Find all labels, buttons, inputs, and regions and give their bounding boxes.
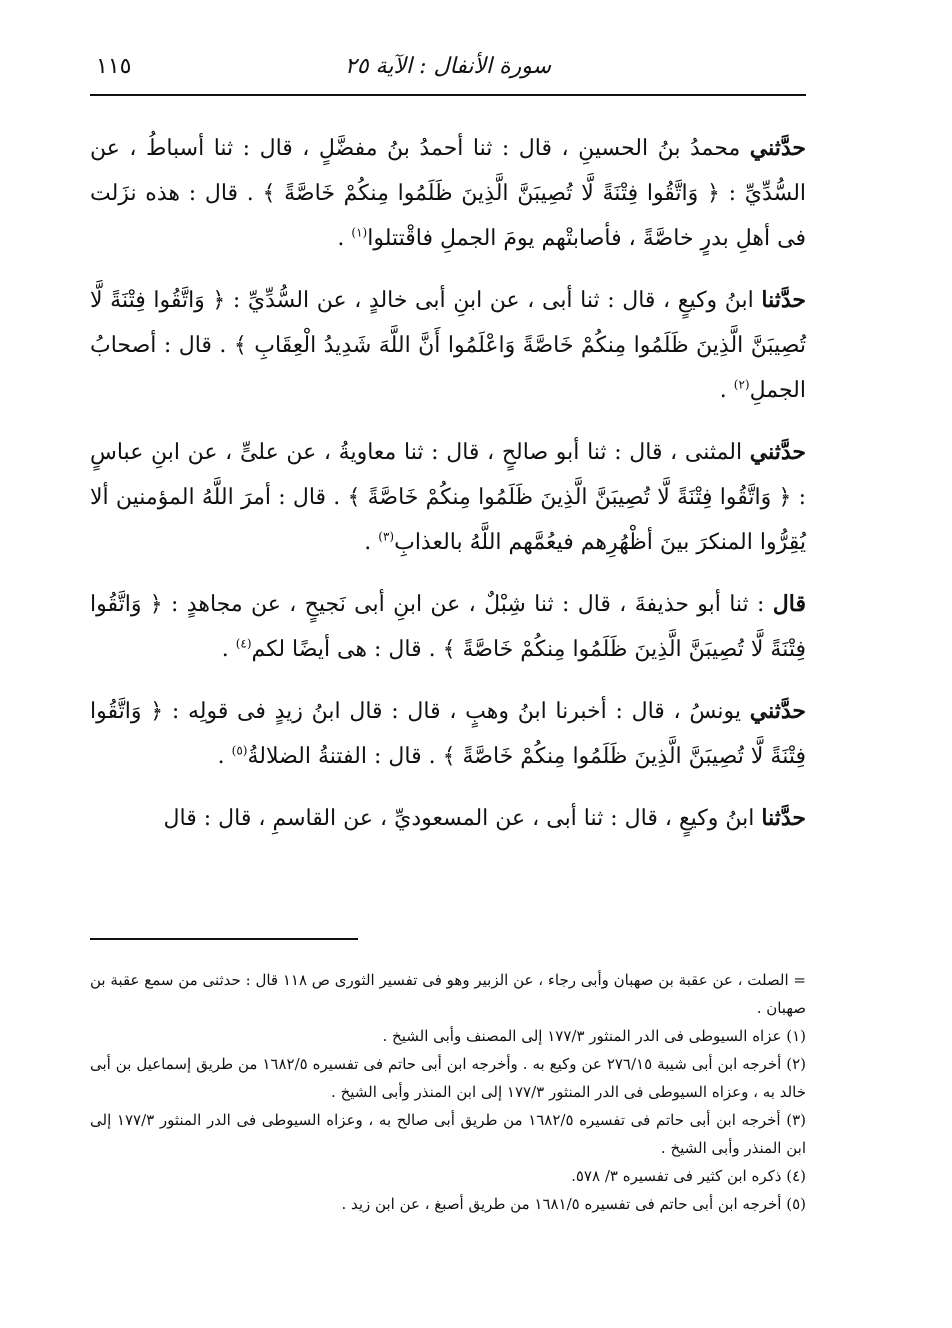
paragraph-end: . — [217, 744, 232, 769]
footnote-marker: (٣) — [378, 529, 395, 544]
quran-verse: ﴿ وَاتَّقُوا فِتْنَةً لَّا تُصِيبَنَّ الَّذِينَ ظَلَمُوا مِنكُمْ خَاصَّةً وَاعْلَمُوا أَنَّ اللَّهَ شَدِيدُ الْعِقَابِ ﴾ — [90, 288, 806, 358]
quran-verse: ﴿ وَاتَّقُوا فِتْنَةً لَّا تُصِيبَنَّ الَّذِينَ ظَلَمُوا مِنكُمْ خَاصَّةً ﴾ — [90, 592, 806, 662]
footnote-3: (٣) أخرجه ابن أبى حاتم فى تفسيره ١٦٨٢/٥ من طريق أبى صالح به ، وعزاه السيوطى فى الدر المنثور ١٧٧/٣ إلى ابن المنذر وأبى الشيخ . — [90, 1111, 807, 1157]
commentary-text: . قال : أصحابُ الجملِ — [90, 333, 806, 403]
quran-verse: ﴿ وَاتَّقُوا فِتْنَةً لَّا تُصِيبَنَّ الَّذِينَ ظَلَمُوا مِنكُمْ خَاصَّةً ﴾ — [262, 181, 720, 206]
footnote-marker: (١) — [351, 225, 368, 240]
page-header — [90, 48, 806, 96]
paragraph-end: . — [719, 378, 734, 403]
commentary-text: . قال : الفتنةُ الضلالةُ — [247, 744, 443, 769]
hadith-paragraph-4 — [90, 582, 806, 672]
commentary-text: . قال : هذه نزَلت فى أهلِ بدرٍ خاصَّةً ، فأصابتْهم يومَ الجملِ فاقْتتلوا — [90, 181, 806, 251]
book-page — [90, 48, 806, 1298]
running-title: سورة الأنفال : الآية ٢٥ — [344, 54, 552, 79]
footnotes — [90, 966, 806, 1218]
isnad-text: محمدُ بنُ الحسينِ ، قال : ثنا أحمدُ بنُ مفضَّلٍ ، قال : ثنا أسباطُ ، عن السُّدِّيِّ : — [90, 136, 807, 206]
footnote-marker: (٤) — [235, 636, 252, 651]
hadith-paragraph-2 — [90, 278, 806, 413]
footnote-4: (٤) ذكره ابن كثير فى تفسيره ٣/ ٥٧٨. — [571, 1167, 806, 1185]
footnote-5: (٥) أخرجه ابن أبى حاتم فى تفسيره ١٦٨١/٥ من طريق أصبغ ، عن ابن زيد . — [341, 1195, 806, 1213]
footnote-marker: (٢) — [733, 377, 750, 392]
footnote-marker: (٥) — [231, 743, 248, 758]
commentary-text: . قال : أمرَ اللَّهُ المؤمنين ألا يُقِرُّوا المنكرَ بينَ أظْهُرِهم فيعُمَّهم اللَّهُ بالعذابِ — [90, 485, 806, 555]
narration-lead: حدَّثنا — [761, 287, 806, 313]
narration-lead: قال — [772, 591, 806, 617]
isnad-text: يونسُ ، قال : أخبرنا ابنُ وهبٍ ، قال : قال ابنُ زيدٍ فى قولِه : — [163, 699, 750, 724]
isnad-text: ابنُ وكيعٍ ، قال : ثنا أبى ، عن المسعوديِّ ، عن القاسمِ ، قال : قال — [163, 806, 762, 831]
commentary-text: . قال : هى أيضًا لكم — [251, 637, 443, 662]
isnad-text: المثنى ، قال : ثنا أبو صالحٍ ، قال : ثنا معاويةُ ، عن علىٍّ ، عن ابنِ عباسٍ : — [90, 440, 807, 510]
narration-lead: حدَّثني — [749, 698, 806, 724]
paragraph-end: . — [337, 226, 352, 251]
hadith-paragraph-1 — [90, 126, 806, 261]
hadith-paragraph-6 — [90, 796, 806, 841]
hadith-paragraph-5 — [90, 689, 806, 779]
footnote-continuation: = الصلت ، عن عقبة بن صهبان وأبى رجاء ، عن الزبير وهو فى تفسير الثورى ص ١١٨ قال : حدثنى من سمع عقبة بن صهبان . — [90, 971, 806, 1017]
page-number: ١١٥ — [96, 54, 132, 79]
paragraph-end: . — [221, 637, 236, 662]
narration-lead: حدَّثني — [749, 135, 806, 161]
narration-lead: حدَّثنا — [761, 805, 806, 831]
isnad-text: : ثنا أبو حذيفةَ ، قال : ثنا شِبْلٌ ، عن ابنِ أبى نَجيحٍ ، عن مجاهدٍ : — [162, 592, 773, 617]
footnote-divider — [90, 938, 358, 940]
paragraph-end: . — [364, 530, 379, 555]
footnote-1: (١) عزاه السيوطى فى الدر المنثور ١٧٧/٣ إلى المصنف وأبى الشيخ . — [382, 1027, 806, 1045]
narration-lead: حدَّثني — [749, 439, 806, 465]
quran-verse: ﴿ وَاتَّقُوا فِتْنَةً لَّا تُصِيبَنَّ الَّذِينَ ظَلَمُوا مِنكُمْ خَاصَّةً ﴾ — [347, 485, 792, 510]
footnote-2: (٢) أخرجه ابن أبى شيبة ٢٧٦/١٥ عن وكيع به . وأخرجه ابن أبى حاتم فى تفسيره ١٦٨٢/٥ من طريق إسماعيل بن أبى خالد به ، وعزاه السيوطى فى الدر المنثور ١٧٧/٣ إلى ابن المنذر وأبى الشيخ . — [90, 1055, 806, 1101]
isnad-text: ابنُ وكيعٍ ، قال : ثنا أبى ، عن ابنِ أبى خالدٍ ، عن السُّدِّيِّ : — [225, 288, 762, 313]
main-text — [90, 126, 806, 858]
hadith-paragraph-3 — [90, 430, 806, 565]
quran-verse: ﴿ وَاتَّقُوا فِتْنَةً لَّا تُصِيبَنَّ الَّذِينَ ظَلَمُوا مِنكُمْ خَاصَّةً ﴾ — [90, 699, 806, 769]
